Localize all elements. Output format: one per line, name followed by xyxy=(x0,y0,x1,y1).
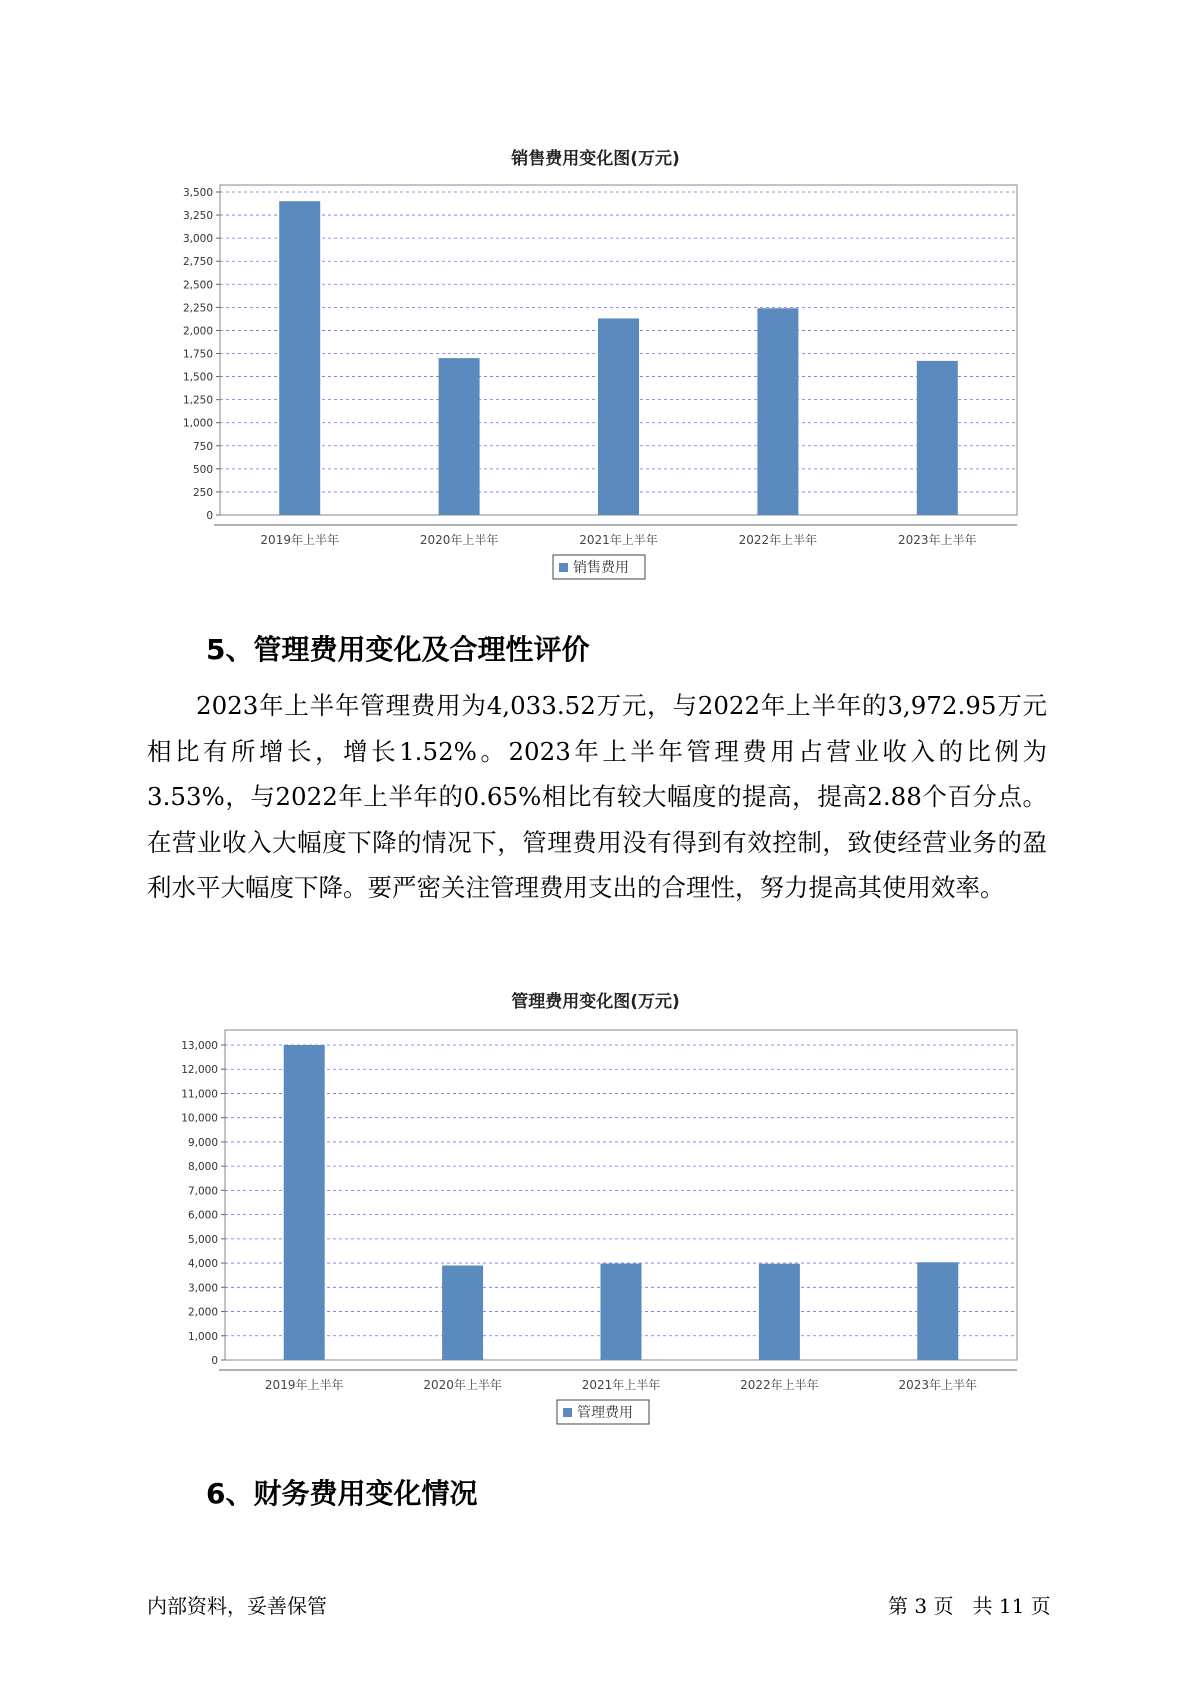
legend xyxy=(553,555,645,579)
section5-paragraph: 2023年上半年管理费用为4,033.52万元，与2022年上半年的3,972.95万元相比有所增长，增长1.52%。2023年上半年管理费用占营业收入的比例为3.53%，与2022年上半年的0.65%相比有较大幅度的提高，提高2.88个百分点。在营业收入大幅度下降的情况下，管理费用没有得到有效控制，致使经营业务的盈利水平大幅度下降。要严密关注管理费用支出的合理性，努力提高其使用效率。 xyxy=(147,691,1047,902)
legend-label: 管理费用 xyxy=(577,1405,633,1421)
sales-expense-chart xyxy=(0,170,1191,590)
x-tick-label: 2019年上半年 xyxy=(260,533,339,547)
y-tick-label: 1,250 xyxy=(182,394,213,407)
y-tick-label: 7,000 xyxy=(187,1185,218,1198)
y-tick-label: 500 xyxy=(192,463,213,476)
y-tick-label: 1,000 xyxy=(187,1330,218,1343)
x-tick-label: 2020年上半年 xyxy=(419,533,499,547)
y-tick-label: 6,000 xyxy=(187,1209,218,1222)
x-tick-label: 2023年上半年 xyxy=(898,533,977,547)
bar xyxy=(917,361,958,515)
y-tick-label: 11,000 xyxy=(181,1088,218,1101)
y-tick-label: 0 xyxy=(206,510,213,522)
y-tick-label: 5,000 xyxy=(187,1233,218,1246)
footer-page-number: 第 3 页 共 11 页 xyxy=(888,1594,1051,1618)
y-tick-label: 2,750 xyxy=(182,256,213,269)
x-tick-label: 2022年上半年 xyxy=(738,533,818,547)
admin-expense-chart xyxy=(0,1015,1191,1435)
x-tick-label: 2021年上半年 xyxy=(579,533,658,547)
x-tick-label: 2022年上半年 xyxy=(740,1378,819,1392)
legend-swatch xyxy=(563,1408,572,1417)
bar xyxy=(279,201,320,515)
bar xyxy=(917,1262,958,1360)
y-tick-label: 8,000 xyxy=(187,1161,218,1174)
section5-heading: 5、管理费用变化及合理性评价 xyxy=(206,633,590,666)
bar xyxy=(759,1264,800,1360)
y-tick-label: 2,000 xyxy=(187,1306,218,1319)
y-tick-label: 2,000 xyxy=(182,325,213,338)
section6-heading: 6、财务费用变化情况 xyxy=(206,1477,478,1510)
y-tick-label: 1,750 xyxy=(182,348,213,361)
y-tick-label: 3,000 xyxy=(182,233,213,246)
bar xyxy=(439,358,480,515)
x-tick-label: 2020年上半年 xyxy=(423,1378,502,1392)
y-tick-label: 2,250 xyxy=(182,302,213,315)
bar xyxy=(601,1264,642,1360)
y-tick-label: 250 xyxy=(192,486,213,499)
x-tick-label: 2019年上半年 xyxy=(264,1378,344,1392)
y-tick-label: 10,000 xyxy=(181,1112,218,1125)
legend-swatch xyxy=(559,563,568,572)
y-tick-label: 1,500 xyxy=(182,371,213,384)
chart2-title: 管理费用变化图(万元) xyxy=(511,992,680,1012)
bar xyxy=(284,1045,325,1360)
footer-confidential-note: 内部资料，妥善保管 xyxy=(147,1594,327,1618)
y-tick-label: 2,500 xyxy=(182,279,213,292)
y-tick-label: 0 xyxy=(211,1355,218,1367)
legend-label: 销售费用 xyxy=(573,560,629,576)
x-tick-label: 2023年上半年 xyxy=(898,1378,978,1392)
y-tick-label: 1,000 xyxy=(182,417,213,430)
y-tick-label: 12,000 xyxy=(181,1064,218,1077)
bar xyxy=(757,308,798,515)
chart1-title: 销售费用变化图(万元) xyxy=(511,149,680,169)
y-tick-label: 4,000 xyxy=(187,1258,218,1271)
y-tick-label: 3,250 xyxy=(182,210,213,223)
x-tick-label: 2021年上半年 xyxy=(581,1378,661,1392)
legend xyxy=(557,1400,649,1424)
y-tick-label: 750 xyxy=(192,440,213,453)
y-tick-label: 13,000 xyxy=(181,1040,218,1052)
y-tick-label: 3,000 xyxy=(187,1282,218,1295)
y-tick-label: 3,500 xyxy=(182,187,213,199)
y-tick-label: 9,000 xyxy=(187,1136,218,1149)
bar xyxy=(598,318,639,515)
bar xyxy=(442,1266,483,1361)
